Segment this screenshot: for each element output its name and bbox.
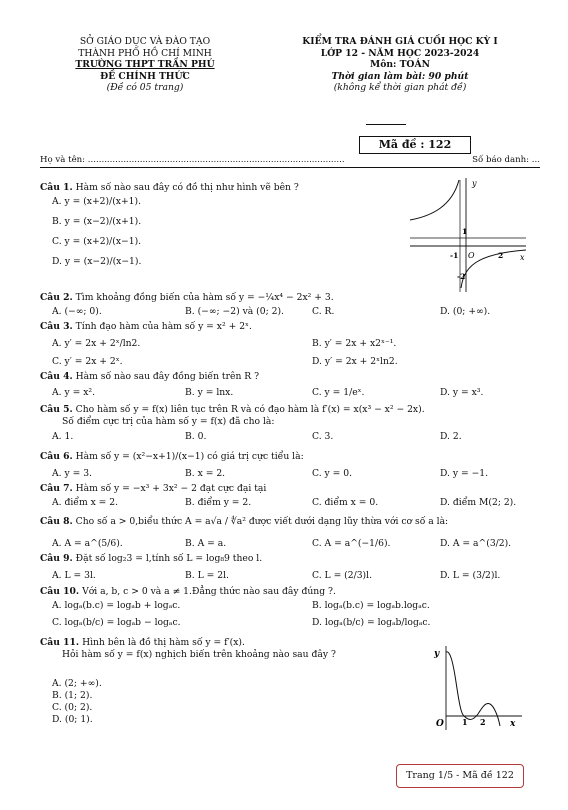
text: D. y′ = 2x + 2ˣln2. [312,356,398,367]
text: D. A = a^(3/2). [440,538,512,549]
q7-option-b[interactable] [185,497,251,509]
text: Tính đạo hàm của hàm số y = x² + 2ˣ. [75,321,252,332]
q4-option-b[interactable] [185,387,233,399]
text: D. y = x³. [440,387,484,398]
text: A. y′ = 2x + 2ˣ/ln2. [52,338,141,349]
question-number: Câu 3. [40,321,73,332]
q8-option-a[interactable] [52,538,123,550]
text: A. (2; +∞). [52,678,102,689]
question-number: Câu 6. [40,451,73,462]
q1-option-c[interactable] [52,236,141,248]
question-3 [40,321,530,333]
q4-option-d[interactable] [440,387,483,399]
q2-option-d[interactable] [440,306,490,318]
student-info-line [40,155,540,168]
q11-graph [428,642,528,732]
text: A. y = 3. [52,468,92,479]
q5-option-b[interactable] [185,431,206,443]
q5-option-a[interactable] [52,431,73,443]
q7-option-c[interactable] [312,497,378,509]
question-7 [40,483,530,495]
text: B. logₐ(b.c) = logₐb.logₐc. [312,600,430,611]
text: D. 2. [440,431,462,442]
dept-line1: SỞ GIÁO DỤC VÀ ĐÀO TẠO [79,36,211,47]
q8-option-d[interactable] [440,538,511,550]
text: B. L = 2l. [185,570,229,581]
text: D. logₐ(b/c) = logₐb/logₐc. [312,617,431,628]
grade-year: LỚP 12 - NĂM HỌC 2023-2024 [320,47,480,59]
text: Với a, b, c > 0 và a ≠ 1.Đẳng thức nào sau đây đúng ?. [82,586,336,597]
graph1-tick-neg2: -2 [457,272,466,281]
page-footer: Trang 1/5 - Mã đề 122 [396,764,524,788]
text: C. R. [312,306,335,317]
student-id-label: Số báo danh: ... [472,155,540,165]
q9-option-a[interactable] [52,570,96,582]
text: Hàm số y = −x³ + 3x² − 2 đạt cực đại tại [75,483,267,494]
text: B. y′ = 2x + x2ˣ⁻¹. [312,338,397,349]
text: Hàm số nào sau đây đồng biến trên R ? [75,371,260,382]
question-number: Câu 1. [40,182,73,193]
text: C. y = 0. [312,468,353,479]
text: C. (0; 2). [52,702,93,713]
q10-option-b[interactable] [312,600,430,612]
text: D. L = (3/2)l. [440,570,501,581]
text: B. A = a. [185,538,227,549]
q11-option-d[interactable] [52,714,93,726]
question-number: Câu 5. [40,404,73,415]
text: B. y = lnx. [185,387,234,398]
q8-option-b[interactable] [185,538,226,550]
text: Số điểm cực trị của hàm số y = f(x) đã cho là: [62,415,275,427]
text: Tìm khoảng đồng biến của hàm số y = −¼x⁴ − 2x² + 3. [75,292,334,303]
text: C. y′ = 2x + 2ˣ. [52,356,123,367]
q2-option-c[interactable] [312,306,334,318]
text: A. y = x². [52,387,95,398]
q1-graph [402,176,532,294]
text: Đặt số log₂3 = l,tính số L = log₈9 theo l. [75,553,263,564]
q1-option-a[interactable] [52,196,141,208]
q2-option-b[interactable] [185,306,284,318]
q3-option-c[interactable] [52,356,123,368]
text: B. (−∞; −2) và (0; 2). [185,306,284,317]
text: C. 3. [312,431,334,442]
q6-option-c[interactable] [312,468,352,480]
graph2-y-label: y [434,649,440,659]
q5-option-c[interactable] [312,431,333,443]
graph1-tick-1: 1 [462,227,468,236]
school-name: TRƯỜNG THPT TRẦN PHÚ [75,59,215,70]
graph2-tick-2: 2 [480,717,486,727]
text [40,516,530,528]
text: Hỏi hàm số y = f(x) nghịch biến trên khoảng nào sau đây ? [62,648,336,660]
q1-option-b[interactable] [52,216,141,228]
duration: Thời gian làm bài: 90 phút [331,70,469,82]
question-2 [40,292,530,304]
q5-option-d[interactable] [440,431,462,443]
graph1-origin: O [468,251,475,260]
question-10 [40,586,530,598]
q2-option-a[interactable] [52,306,102,318]
dept-line2: THÀNH PHỐ HỒ CHÍ MINH [78,47,212,59]
subject: Môn: TOÁN [370,59,430,70]
question-9 [40,553,530,565]
text: C. y = 1/eˣ. [312,387,365,398]
question-text: Hàm số nào sau đây có đồ thị như hình vẽ bên ? [75,182,299,193]
exam-title: KIỂM TRA ĐÁNH GIÁ CUỐI HỌC KỲ I [302,36,498,47]
text [40,586,530,598]
text [40,404,530,416]
text: C. logₐ(b/c) = logₐb − logₐc. [52,617,181,628]
text: A. logₐ(b.c) = logₐb + logₐc. [52,600,181,611]
text: D. y = (x−2)/(x−1). [52,256,142,267]
question-number: Câu 4. [40,371,73,382]
q6-option-a[interactable] [52,468,92,480]
q4-option-a[interactable] [52,387,95,399]
q9-option-c[interactable] [312,570,372,582]
graph1-tick-2: 2 [498,251,504,260]
text [40,371,530,383]
q7-option-a[interactable] [52,497,118,509]
question-number: Câu 7. [40,483,73,494]
text: D. điểm M(2; 2). [440,497,517,508]
q10-option-d[interactable] [312,617,430,629]
q3-option-a[interactable] [52,338,140,350]
text: A. điểm x = 2. [52,497,119,508]
text: A. A = a^(5/6). [52,538,123,549]
graph1-y-label: y [472,179,477,188]
text: Cho hàm số y = f(x) liên tục trên R và có đạo hàm là f′(x) = x(x³ − x² − 2x). [75,404,425,415]
q1-option-d[interactable] [52,256,141,268]
text: C. điểm x = 0. [312,497,379,508]
graph2-x-label: x [510,719,516,729]
exam-code-box: Mã đề : 122 [359,136,471,154]
official-label: ĐỀ CHÍNH THỨC [100,70,190,82]
text: Cho số a > 0,biểu thức A = a√a / ∜a² được viết dưới dạng lũy thừa với cơ số a là: [75,516,449,527]
text: C. y = (x+2)/(x−1). [52,236,142,247]
q4-option-c[interactable] [312,387,364,399]
q9-option-d[interactable] [440,570,500,582]
q3-option-d[interactable] [312,356,398,368]
text: C. L = (2/3)l. [312,570,372,581]
question-8 [40,516,530,528]
text [40,483,530,495]
header-left [40,36,250,94]
text: B. x = 2. [185,468,226,479]
q10-option-a[interactable] [52,600,180,612]
text [40,292,530,304]
question-number: Câu 8. [40,516,73,527]
q11-option-c[interactable] [52,702,92,714]
text: B. (1; 2). [52,690,93,701]
question-5 [40,404,530,427]
text [40,553,530,565]
text: D. (0; 1). [52,714,93,725]
text: B. 0. [185,431,207,442]
graph1-x-label: x [520,253,525,262]
text [40,451,530,463]
header-right [255,36,545,94]
text: A. (−∞; 0). [52,306,102,317]
question-4 [40,371,530,383]
graph1-tick-neg1: -1 [450,251,459,260]
text: Hình bên là đồ thị hàm số y = f′(x). [82,637,245,648]
q7-option-d[interactable] [440,497,516,509]
text: A. 1. [52,431,74,442]
question-number: Câu 11. [40,637,80,648]
q6-option-b[interactable] [185,468,225,480]
text: B. y = (x−2)/(x+1). [52,216,142,227]
question-6 [40,451,530,463]
question-number: Câu 2. [40,292,73,303]
student-name-label: Họ và tên: .............................................................................................. [40,155,345,165]
q8-option-c[interactable] [312,538,390,550]
question-number: Câu 10. [40,586,80,597]
text: Hàm số y = (x²−x+1)/(x−1) có giá trị cực tiểu là: [75,451,304,462]
text: D. y = −1. [440,468,489,479]
header-divider [366,124,406,125]
q10-option-c[interactable] [52,617,181,629]
q3-option-b[interactable] [312,338,396,350]
graph2-origin: O [436,719,444,729]
duration-note: (không kể thời gian phát đề) [333,82,467,93]
text: D. (0; +∞). [440,306,491,317]
q9-option-b[interactable] [185,570,229,582]
pages-note: (Đề có 05 trang) [106,82,184,93]
question-number: Câu 9. [40,553,73,564]
text [40,321,530,333]
text: C. A = a^(−1/6). [312,538,391,549]
q11-option-b[interactable] [52,690,92,702]
q6-option-d[interactable] [440,468,488,480]
q11-option-a[interactable] [52,678,102,690]
graph2-tick-1: 1 [462,717,468,727]
text: B. điểm y = 2. [185,497,252,508]
text: A. y = (x+2)/(x+1). [52,196,142,207]
text: A. L = 3l. [52,570,96,581]
